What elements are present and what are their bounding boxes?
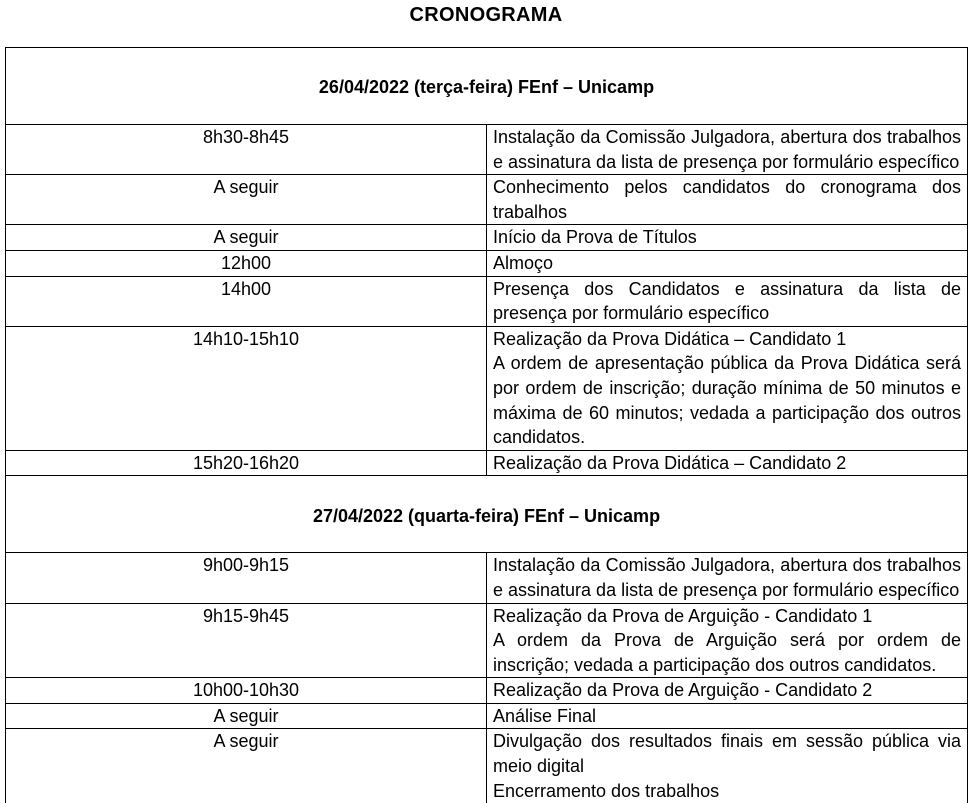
description-cell: Realização da Prova Didática – Candidato 2 xyxy=(487,450,968,476)
schedule-row xyxy=(6,450,968,476)
schedule-row xyxy=(6,125,968,175)
time-cell: A seguir xyxy=(6,225,487,251)
schedule-row xyxy=(6,553,968,603)
day-header-row xyxy=(6,48,968,125)
schedule-row xyxy=(6,250,968,276)
activity-title: Realização da Prova de Arguição - Candidato 1 xyxy=(493,605,873,626)
activity-note: A ordem de apresentação pública da Prova Didática será por ordem de inscrição; duração mínima de 50 minutos e máxima de 60 minutos; vedada a participação dos outros candidatos. xyxy=(493,353,961,448)
day-header-row xyxy=(6,476,968,553)
time-cell: 9h15-9h45 xyxy=(6,603,487,678)
description-cell: Início da Prova de Títulos xyxy=(487,225,968,251)
schedule-row xyxy=(6,729,968,803)
time-cell: 12h00 xyxy=(6,250,487,276)
day-heading: 26/04/2022 (terça-feira) FEnf – Unicamp xyxy=(6,48,968,125)
time-cell: 14h10-15h10 xyxy=(6,326,487,450)
document-title: CRONOGRAMA xyxy=(409,4,563,26)
description-cell xyxy=(487,729,968,803)
activity-title: Divulgação dos resultados finais em sessão pública via meio digital xyxy=(493,731,961,777)
activity-note: Encerramento dos trabalhos xyxy=(493,780,720,801)
description-cell: Almoço xyxy=(487,250,968,276)
day-heading: 27/04/2022 (quarta-feira) FEnf – Unicamp xyxy=(6,476,968,553)
schedule-row xyxy=(6,678,968,704)
description-cell: Análise Final xyxy=(487,703,968,729)
activity-note: A ordem da Prova de Arguição será por ordem de inscrição; vedada a participação dos outros candidatos. xyxy=(493,630,961,675)
time-cell: A seguir xyxy=(6,703,487,729)
description-cell: Instalação da Comissão Julgadora, abertura dos trabalhos e assinatura da lista de presença por formulário específico xyxy=(487,125,968,175)
schedule-row xyxy=(6,326,968,450)
time-cell: A seguir xyxy=(6,175,487,225)
time-cell: 14h00 xyxy=(6,276,487,326)
description-cell: Instalação da Comissão Julgadora, abertura dos trabalhos e assinatura da lista de presença por formulário específico xyxy=(487,553,968,603)
activity-title: Realização da Prova Didática – Candidato 1 xyxy=(493,328,847,349)
time-cell: 8h30-8h45 xyxy=(6,125,487,175)
description-cell: Presença dos Candidatos e assinatura da lista de presença por formulário específico xyxy=(487,276,968,326)
schedule-row xyxy=(6,175,968,225)
description-cell xyxy=(487,603,968,678)
schedule-row xyxy=(6,703,968,729)
time-cell: 9h00-9h15 xyxy=(6,553,487,603)
schedule-row xyxy=(6,603,968,678)
description-cell xyxy=(487,326,968,450)
time-cell: A seguir xyxy=(6,729,487,803)
schedule-row xyxy=(6,225,968,251)
schedule-table xyxy=(5,47,968,803)
description-cell: Conhecimento pelos candidatos do cronograma dos trabalhos xyxy=(487,175,968,225)
time-cell: 10h00-10h30 xyxy=(6,678,487,704)
description-cell: Realização da Prova de Arguição - Candidato 2 xyxy=(487,678,968,704)
schedule-row xyxy=(6,276,968,326)
time-cell: 15h20-16h20 xyxy=(6,450,487,476)
